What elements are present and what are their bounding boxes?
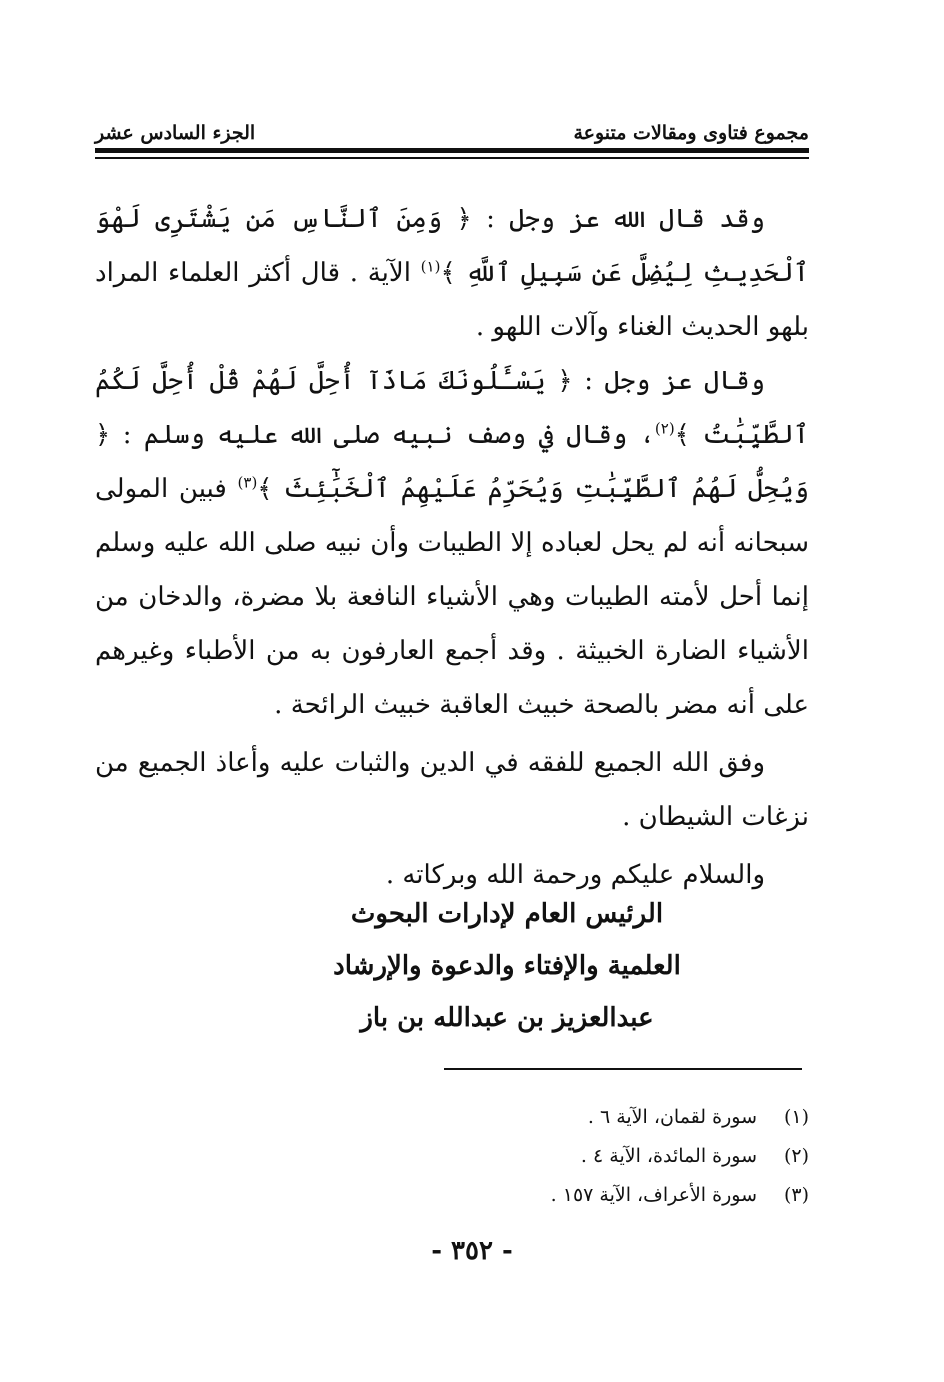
paragraph-1-tail: الآية . قال أكثر العلماء المراد بلهو الحديث الغناء وآلات اللهو . xyxy=(95,258,809,342)
paragraph-2-tail: فبين المولى سبحانه أنه لم يحل لعباده إلا الطيبات وأن نبيه صلى الله عليه وسلم إنما أحل لأمته الطيبات وهي الأشياء النافعة بلا مضرة، والدخان من الأشياء الضارة الخبيثة . وقد أجمع العارفون به من الأطباء وغيرهم على أنه مضر بالصحة خبيث العاقبة خبيث الرائحة . xyxy=(95,474,809,720)
paragraph-2-mid: ، وقال في وصف نبيه صلى الله عليه وسلم : ﴿ وَيُحِلُّ لَهُمُ ٱلطَّيِّبَٰتِ وَيُحَرِّمُ عَلَيْهِمُ ٱلْخَبَٰٓئِثَ ﴾ xyxy=(95,420,809,504)
paragraph-3: وفق الله الجميع للفقه في الدين والثبات عليه وأعاذ الجميع من نزغات الشيطان . xyxy=(95,748,809,832)
footnote-number: (٣) xyxy=(783,1184,809,1206)
paragraph-1-quote: وقد قال الله عز وجل : ﴿ وَمِنَ ٱلنَّاسِ مَن يَشْتَرِى لَهْوَ ٱلْحَدِيثِ لِيُضِلَّ عَن سَبِيلِ ٱللَّهِ ﴾ xyxy=(95,204,809,288)
footnote-ref-1: (١) xyxy=(420,257,441,276)
paragraph-1 xyxy=(95,192,809,354)
header-volume: الجزء السادس عشر xyxy=(95,122,256,144)
closing-greeting: والسلام عليكم ورحمة الله وبركاته . xyxy=(385,860,765,890)
signature-title-line-2: العلمية والإفتاء والدعوة والإرشاد xyxy=(333,951,681,981)
running-header xyxy=(95,112,809,144)
header-book-title: مجموع فتاوى ومقالات متنوعة xyxy=(573,122,809,144)
header-rule-thin xyxy=(95,157,809,159)
footnote-number: (٢) xyxy=(783,1145,809,1167)
signature-block xyxy=(95,888,809,1044)
footnote-item xyxy=(389,1098,809,1137)
footnotes xyxy=(389,1098,809,1215)
footnote-ref-3: (٣) xyxy=(237,473,258,492)
paragraph-2 xyxy=(95,354,809,732)
signature-title-line-1: الرئيس العام لإدارات البحوث xyxy=(350,899,664,929)
footnote-number: (١) xyxy=(783,1106,809,1128)
footnote-text: سورة لقمان، الآية ٦ . xyxy=(587,1106,757,1128)
paragraph-2-quote: وقال عز وجل : ﴿ يَسْـَٔلُونَكَ مَاذَآ أُحِلَّ لَهُمْ قُلْ أُحِلَّ لَكُمُ ٱلطَّيِّبَٰتُ ﴾ xyxy=(95,366,810,450)
footnote-separator xyxy=(444,1068,802,1070)
footnote-ref-2: (٢) xyxy=(654,419,675,438)
signature-name: عبدالعزيز بن عبدالله بن باز xyxy=(360,1003,654,1033)
footnote-text: سورة الأعراف، الآية ١٥٧ . xyxy=(550,1184,757,1206)
footnote-item xyxy=(389,1137,809,1176)
header-rule-thick xyxy=(95,148,809,153)
footnote-item xyxy=(389,1176,809,1215)
page-number: - ٣٥٢ - xyxy=(431,1236,513,1266)
footnote-text: سورة المائدة، الآية ٤ . xyxy=(580,1145,757,1167)
main-text xyxy=(95,192,809,902)
